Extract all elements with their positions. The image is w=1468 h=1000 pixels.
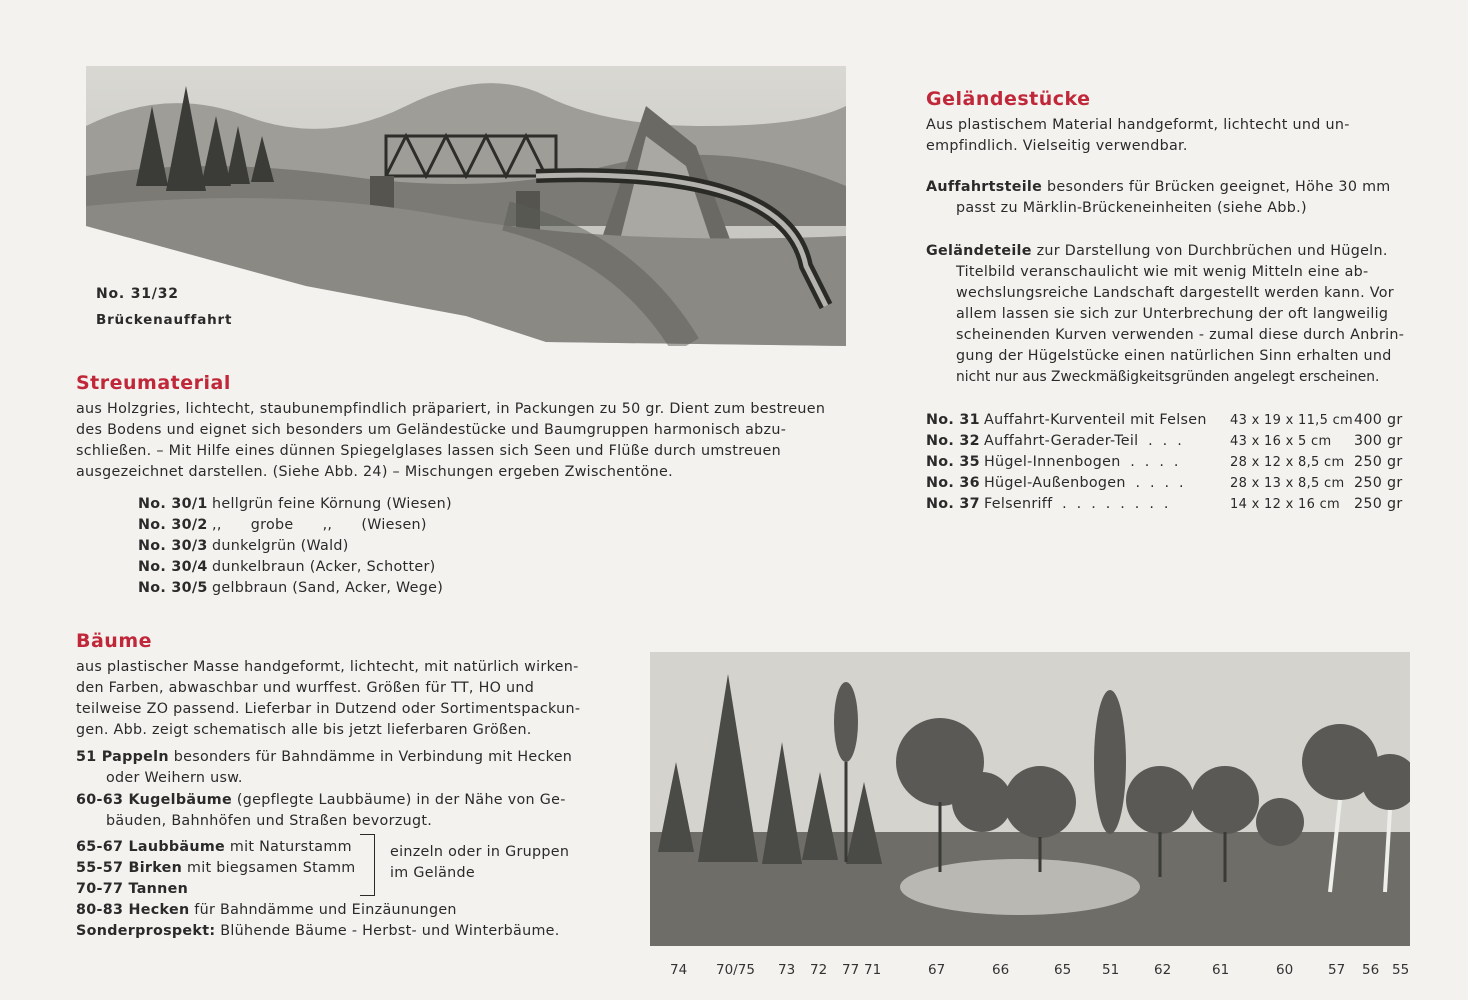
table-cell-weight: 400 gr [1354,412,1403,428]
gelaendeteile-text: nicht nur aus Zweckmäßigkeitsgründen angelegt erscheinen. [956,369,1380,385]
sonderprospekt-text: Blühende Bäume - Herbst- und Winterbäume. [220,923,560,939]
item-no: No. 30/4 [138,559,208,575]
gelaende-line: Aus plastischem Material handgeformt, lichtecht und un- [926,117,1350,133]
hecken-label: 80-83 Hecken [76,902,190,918]
table-row [926,473,1403,494]
pappeln-label: 51 Pappeln [76,749,169,765]
table-cell-dim: 43 x 19 x 11,5 cm [1230,413,1353,428]
item-desc: ,, grobe ,, (Wiesen) [212,517,427,533]
table-cell-name: Auffahrt-Gerader-Teil . . . [984,433,1183,449]
table-cell-weight: 250 gr [1354,496,1403,512]
birken-text: mit biegsamen Stamm [187,860,356,876]
streumaterial-items [138,494,452,599]
baeume-heading: Bäume [76,630,153,652]
list-item [138,515,452,536]
baeume-line: gen. Abb. zeigt schematisch alle bis jetzt lieferbaren Größen. [76,722,532,738]
table-row [926,410,1403,431]
list-item [138,578,452,599]
bridge-ramp-illustration [86,66,846,346]
streu-line: des Bodens und eignet sich besonders um Geländestücke und Baumgruppen harmonisch abzu- [76,422,787,438]
table-row [926,452,1403,473]
table-cell-dim: 28 x 13 x 8,5 cm [1230,476,1345,491]
baeume-line: teilweise ZO passend. Lieferbar in Dutzend oder Sortimentspackun- [76,701,581,717]
gelaendeteile-text: scheinenden Kurven verwenden - zumal diese durch Anbrin- [956,327,1405,343]
gelaendeteile-block [926,241,1405,388]
pappeln-text: oder Weihern usw. [106,770,243,786]
tree-number: 66 [992,962,1010,978]
auffahrtsteile-text: besonders für Brücken geeignet, Höhe 30 mm [1047,179,1391,195]
list-item [138,557,452,578]
tree-number: 65 [1054,962,1072,978]
trees-illustration [650,652,1410,946]
tree-number: 51 [1102,962,1120,978]
gelaende-table [926,410,1403,515]
item-no: No. 30/2 [138,517,208,533]
tree-number: 67 [928,962,946,978]
gelaendeteile-label: Geländeteile [926,243,1032,259]
item-desc: dunkelgrün (Wald) [212,538,349,554]
baeume-group [76,837,356,900]
baeume-pappeln [76,747,572,789]
photo-caption-number: No. 31/32 [96,286,179,302]
table-cell-name: Hügel-Außenbogen . . . . [984,475,1184,491]
table-cell-weight: 300 gr [1354,433,1403,449]
tree-number: 71 [864,962,882,978]
list-item [138,494,452,515]
tree-number: 61 [1212,962,1230,978]
streu-line: schließen. – Mit Hilfe eines dünnen Spiegelglases lassen sich Seen und Flüße durch umstreuen [76,443,781,459]
tree-number: 70/75 [716,962,755,978]
group-note [390,842,569,884]
gelaendeteile-text: gung der Hügelstücke einen natürlichen Sinn erhalten und [956,348,1392,364]
tree-number: 55 [1392,962,1410,978]
kugelbaeume-label: 60-63 Kugelbäume [76,792,232,808]
gelaende-heading: Geländestücke [926,88,1091,110]
gelaendeteile-text: wechslungsreiche Landschaft dargestellt werden kann. Vor [956,285,1394,301]
gelaendeteile-text: Titelbild veranschaulicht wie mit wenig Mitteln eine ab- [956,264,1369,280]
birken-label: 55-57 Birken [76,860,183,876]
tree-number: 62 [1154,962,1172,978]
baeume-intro [76,657,586,741]
item-no: No. 30/1 [138,496,208,512]
trees-photo [650,652,1410,946]
kugelbaeume-text: bäuden, Bahnhöfen und Straßen bevorzugt. [106,813,433,829]
tannen-label: 70-77 Tannen [76,881,189,897]
photo-caption-name: Brückenauffahrt [96,312,233,328]
table-cell-no: No. 36 [926,475,980,491]
tree-number: 73 [778,962,796,978]
table-cell-dim: 43 x 16 x 5 cm [1230,434,1332,449]
hecken-text: für Bahndämme und Einzäunungen [194,902,457,918]
group-note-line: einzeln oder in Gruppen [390,844,570,860]
kugelbaeume-text: (gepflegte Laubbäume) in der Nähe von Ge- [236,792,566,808]
item-no: No. 30/5 [138,580,208,596]
table-row [926,431,1403,452]
item-no: No. 30/3 [138,538,208,554]
laubbaeume-text: mit Naturstamm [229,839,352,855]
table-cell-no: No. 32 [926,433,980,449]
tree-number: 57 [1328,962,1346,978]
streu-line: ausgezeichnet darstellen. (Siehe Abb. 24) – Mischungen ergeben Zwischentöne. [76,464,673,480]
tree-number: 72 [810,962,828,978]
streumaterial-body [76,399,836,483]
pappeln-text: besonders für Bahndämme in Verbindung mit Hecken [173,749,573,765]
item-desc: hellgrün feine Körnung (Wiesen) [212,496,452,512]
tree-number-labels [650,962,1410,982]
gelaende-intro [926,115,1400,157]
group-bracket [360,834,375,896]
tree-number: 56 [1362,962,1380,978]
item-desc: dunkelbraun (Acker, Schotter) [212,559,436,575]
table-row [926,494,1403,515]
table-cell-weight: 250 gr [1354,475,1403,491]
auffahrtsteile-label: Auffahrtsteile [926,179,1043,195]
streumaterial-heading: Streumaterial [76,372,231,394]
table-cell-weight: 250 gr [1354,454,1403,470]
table-cell-name: Auffahrt-Kurventeil mit Felsen [984,412,1207,428]
tree-number: 60 [1276,962,1294,978]
table-cell-no: No. 31 [926,412,980,428]
bridge-ramp-photo [86,66,846,346]
baeume-hecken [76,900,560,942]
laubbaeume-label: 65-67 Laubbäume [76,839,226,855]
auffahrtsteile-text: passt zu Märklin-Brückeneinheiten (siehe Abb.) [956,200,1307,216]
baeume-line: den Farben, abwaschbar und wurffest. Größen für TT, HO und [76,680,535,696]
item-desc: gelbbraun (Sand, Acker, Wege) [212,580,444,596]
group-note-line: im Gelände [390,865,475,881]
table-cell-no: No. 35 [926,454,980,470]
streu-line: aus Holzgries, lichtecht, staubunempfindlich präpariert, in Packungen zu 50 gr. Dient zum bestreuen [76,401,826,417]
table-cell-no: No. 37 [926,496,980,512]
sonderprospekt-label: Sonderprospekt: [76,923,216,939]
gelaende-line: empfindlich. Vielseitig verwendbar. [926,138,1188,154]
tree-number: 77 [842,962,860,978]
baeume-kugelbaeume [76,790,566,832]
table-cell-name: Felsenriff . . . . . . . . [984,496,1169,512]
table-cell-dim: 28 x 12 x 8,5 cm [1230,455,1345,470]
list-item [138,536,452,557]
auffahrtsteile-block [926,177,1400,219]
table-cell-dim: 14 x 12 x 16 cm [1230,497,1340,512]
baeume-line: aus plastischer Masse handgeformt, lichtecht, mit natürlich wirken- [76,659,579,675]
table-cell-name: Hügel-Innenbogen . . . . [984,454,1179,470]
gelaendeteile-text: zur Darstellung von Durchbrüchen und Hügeln. [1036,243,1388,259]
gelaendeteile-text: allem lassen sie sich zur Unterbrechung der oft langweilig [956,306,1389,322]
tree-number: 74 [670,962,688,978]
